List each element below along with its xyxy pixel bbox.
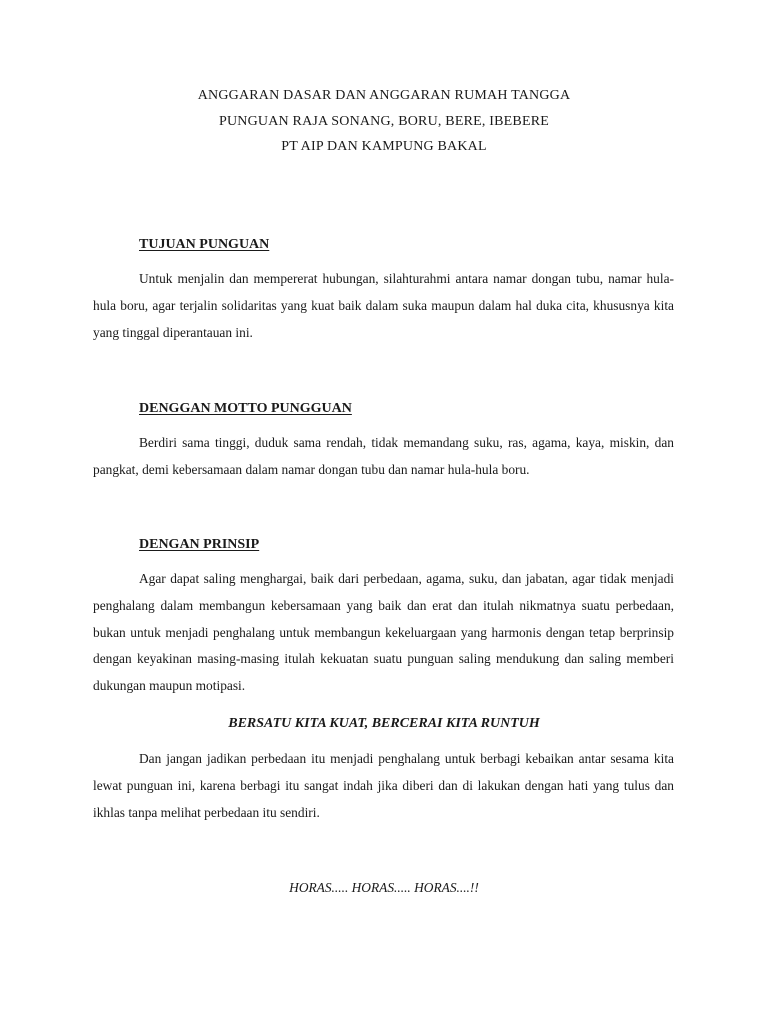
document-title-line-2: PUNGUAN RAJA SONANG, BORU, BERE, IBEBERE — [218, 114, 550, 129]
closing-paragraph: Dan jangan jadikan perbedaan itu menjadi penghalang untuk berbagi kebaikan antar sesama kita lewat punguan ini, karena berbagi itu sangat indah jika diberi dan di lakukan dengan hati yang tulus dan ikhlas tanpa melihat perbedaan itu sendiri. — [93, 751, 674, 820]
section-body-prinsip: Agar dapat saling menghargai, baik dari perbedaan, agama, suku, dan jabatan, agar tidak menjadi penghalang dalam membangun kebersamaan yang baik dan erat dan itulah nikmatnya suatu perbedaan, bukan untuk menjadi penghalang untuk membangun kekeluargaan yang harmonis dengan tetap berprinsip dengan keyakinan masing-masing itulah kekuatan suatu punguan saling mendukung dan saling memberi dukungan maupun motipasi. — [93, 571, 674, 694]
section-heading-prinsip: DENGAN PRINSIP — [139, 537, 260, 552]
motto-line: BERSATU KITA KUAT, BERCERAI KITA RUNTUH — [228, 716, 540, 731]
section-body-motto: Berdiri sama tinggi, duduk sama rendah, tidak memandang suku, ras, agama, kaya, miskin, dan pangkat, demi kebersamaan dalam namar dongan tubu dan namar hula-hula boru. — [93, 435, 674, 477]
section-body-tujuan: Untuk menjalin dan mempererat hubungan, silahturahmi antara namar dongan tubu, namar hula-hula boru, agar terjalin solidaritas yang kuat baik dalam suka maupun dalam hal duka cita, khususnya kita yang tinggal diperantauan ini. — [93, 271, 674, 340]
section-heading-motto: DENGGAN MOTTO PUNGGUAN — [139, 401, 352, 416]
document-title-line-3: PT AIP DAN KAMPUNG BAKAL — [281, 139, 487, 154]
document-title-line-1: ANGGARAN DASAR DAN ANGGARAN RUMAH TANGGA — [197, 88, 571, 103]
closing-greeting: HORAS..... HORAS..... HORAS....!! — [289, 880, 479, 895]
section-heading-tujuan: TUJUAN PUNGUAN — [139, 237, 270, 252]
